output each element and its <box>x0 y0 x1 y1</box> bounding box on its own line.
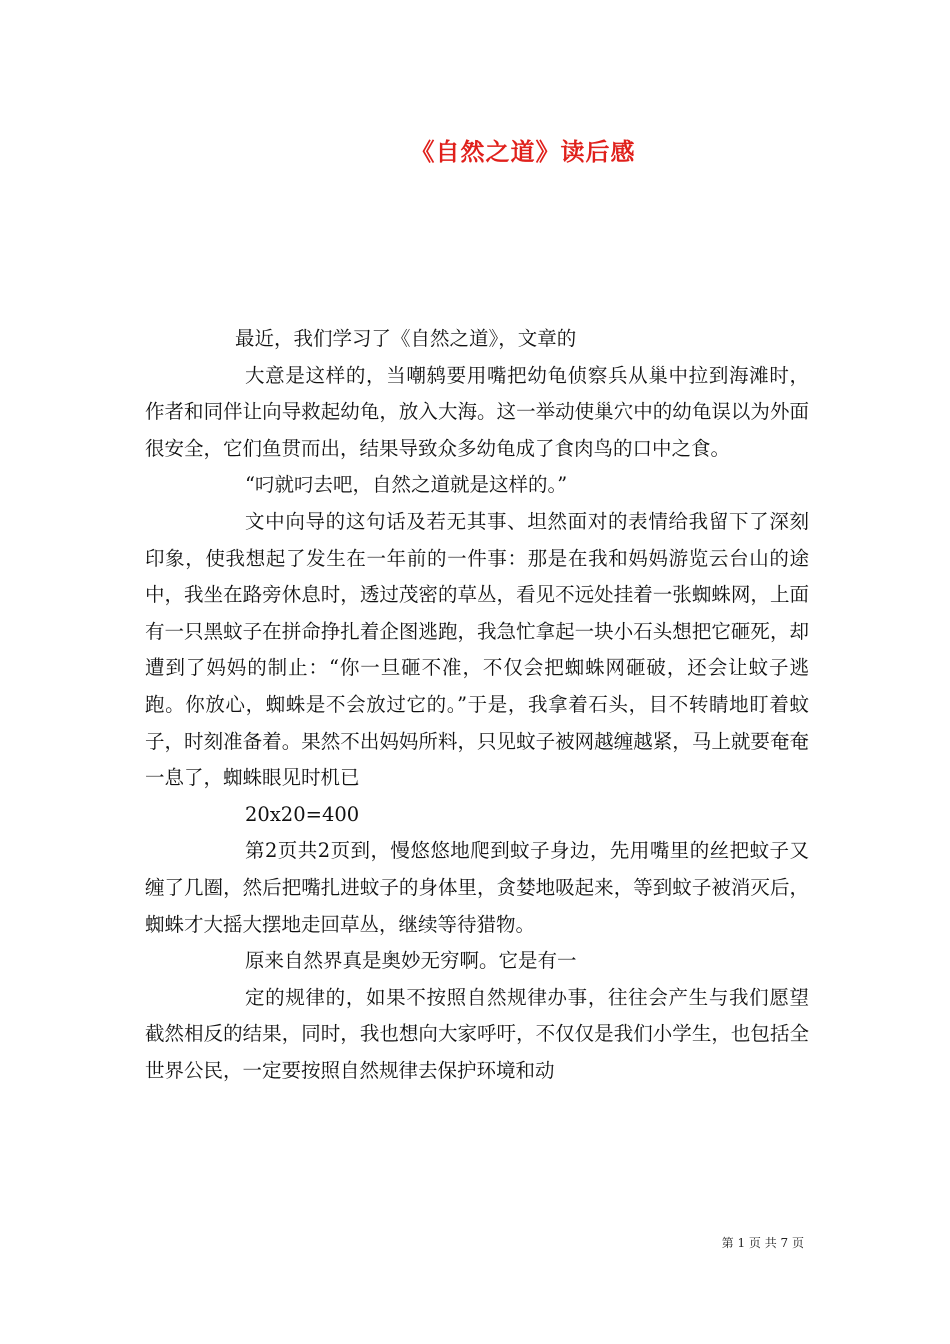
paragraph-quote: “叼就叼去吧，自然之道就是这样的。” <box>245 473 568 497</box>
paragraph-summary: 大意是这样的，当嘲鸫要用嘴把幼龟侦察兵从巢中拉到海滩时，作者和同伴让向导救起幼龟，放入大海。这一举动使巢穴中的幼龟误以为外面很安全，它们鱼贯而出，结果导致众多幼龟成了食肉鸟的口中之食。 <box>145 363 809 460</box>
paragraph-nature: 原来自然界真是奥妙无穷啊。它是有一 <box>245 949 577 973</box>
paragraph-memory: 文中向导的这句话及若无其事、坦然面对的表情给我留下了深刻印象，使我想起了发生在一年前的一件事：那是在我和妈妈游览云台山的途中，我坐在路旁休息时，透过茂密的草丛，看见不远处挂着一张蜘蛛网，上面有一只黑蚊子在拼命挣扎着企图逃跑，我急忙拿起一块小石头想把它砸死，却遭到了妈妈的制止：“你一旦砸不准，不仅会把蜘蛛网砸破，还会让蚊子逃跑。你放心，蜘蛛是不会放过它的。”于是，我拿着石头，目不转睛地盯着蚊子，时刻准备着。果然不出妈妈所料，只见蚊子被网越缠越紧，马上就要奄奄一息了，蜘蛛眼见时机已 <box>145 509 809 790</box>
paragraph-intro: 最近，我们学习了《自然之道》，文章的 <box>235 327 577 350</box>
page-number-footer: 第 1 页 共 7 页 <box>721 1236 804 1250</box>
document-body <box>145 321 809 1089</box>
paragraph-formula: 20x20=400 <box>245 802 360 826</box>
paragraph-conclusion: 定的规律的，如果不按照自然规律办事，往往会产生与我们愿望截然相反的结果，同时，我也想向大家呼吁，不仅仅是我们小学生，也包括全世界公民，一定要按照自然规律去保护环境和动 <box>145 985 809 1082</box>
document-title: 《自然之道》读后感 <box>410 138 636 166</box>
paragraph-spider: 第2页共2页到，慢悠悠地爬到蚊子身边，先用嘴里的丝把蚊子又缠了几圈，然后把嘴扎进蚊子的身体里，贪婪地吸起来，等到蚊子被消灭后，蜘蛛才大摇大摆地走回草丛，继续等待猎物。 <box>145 839 809 936</box>
